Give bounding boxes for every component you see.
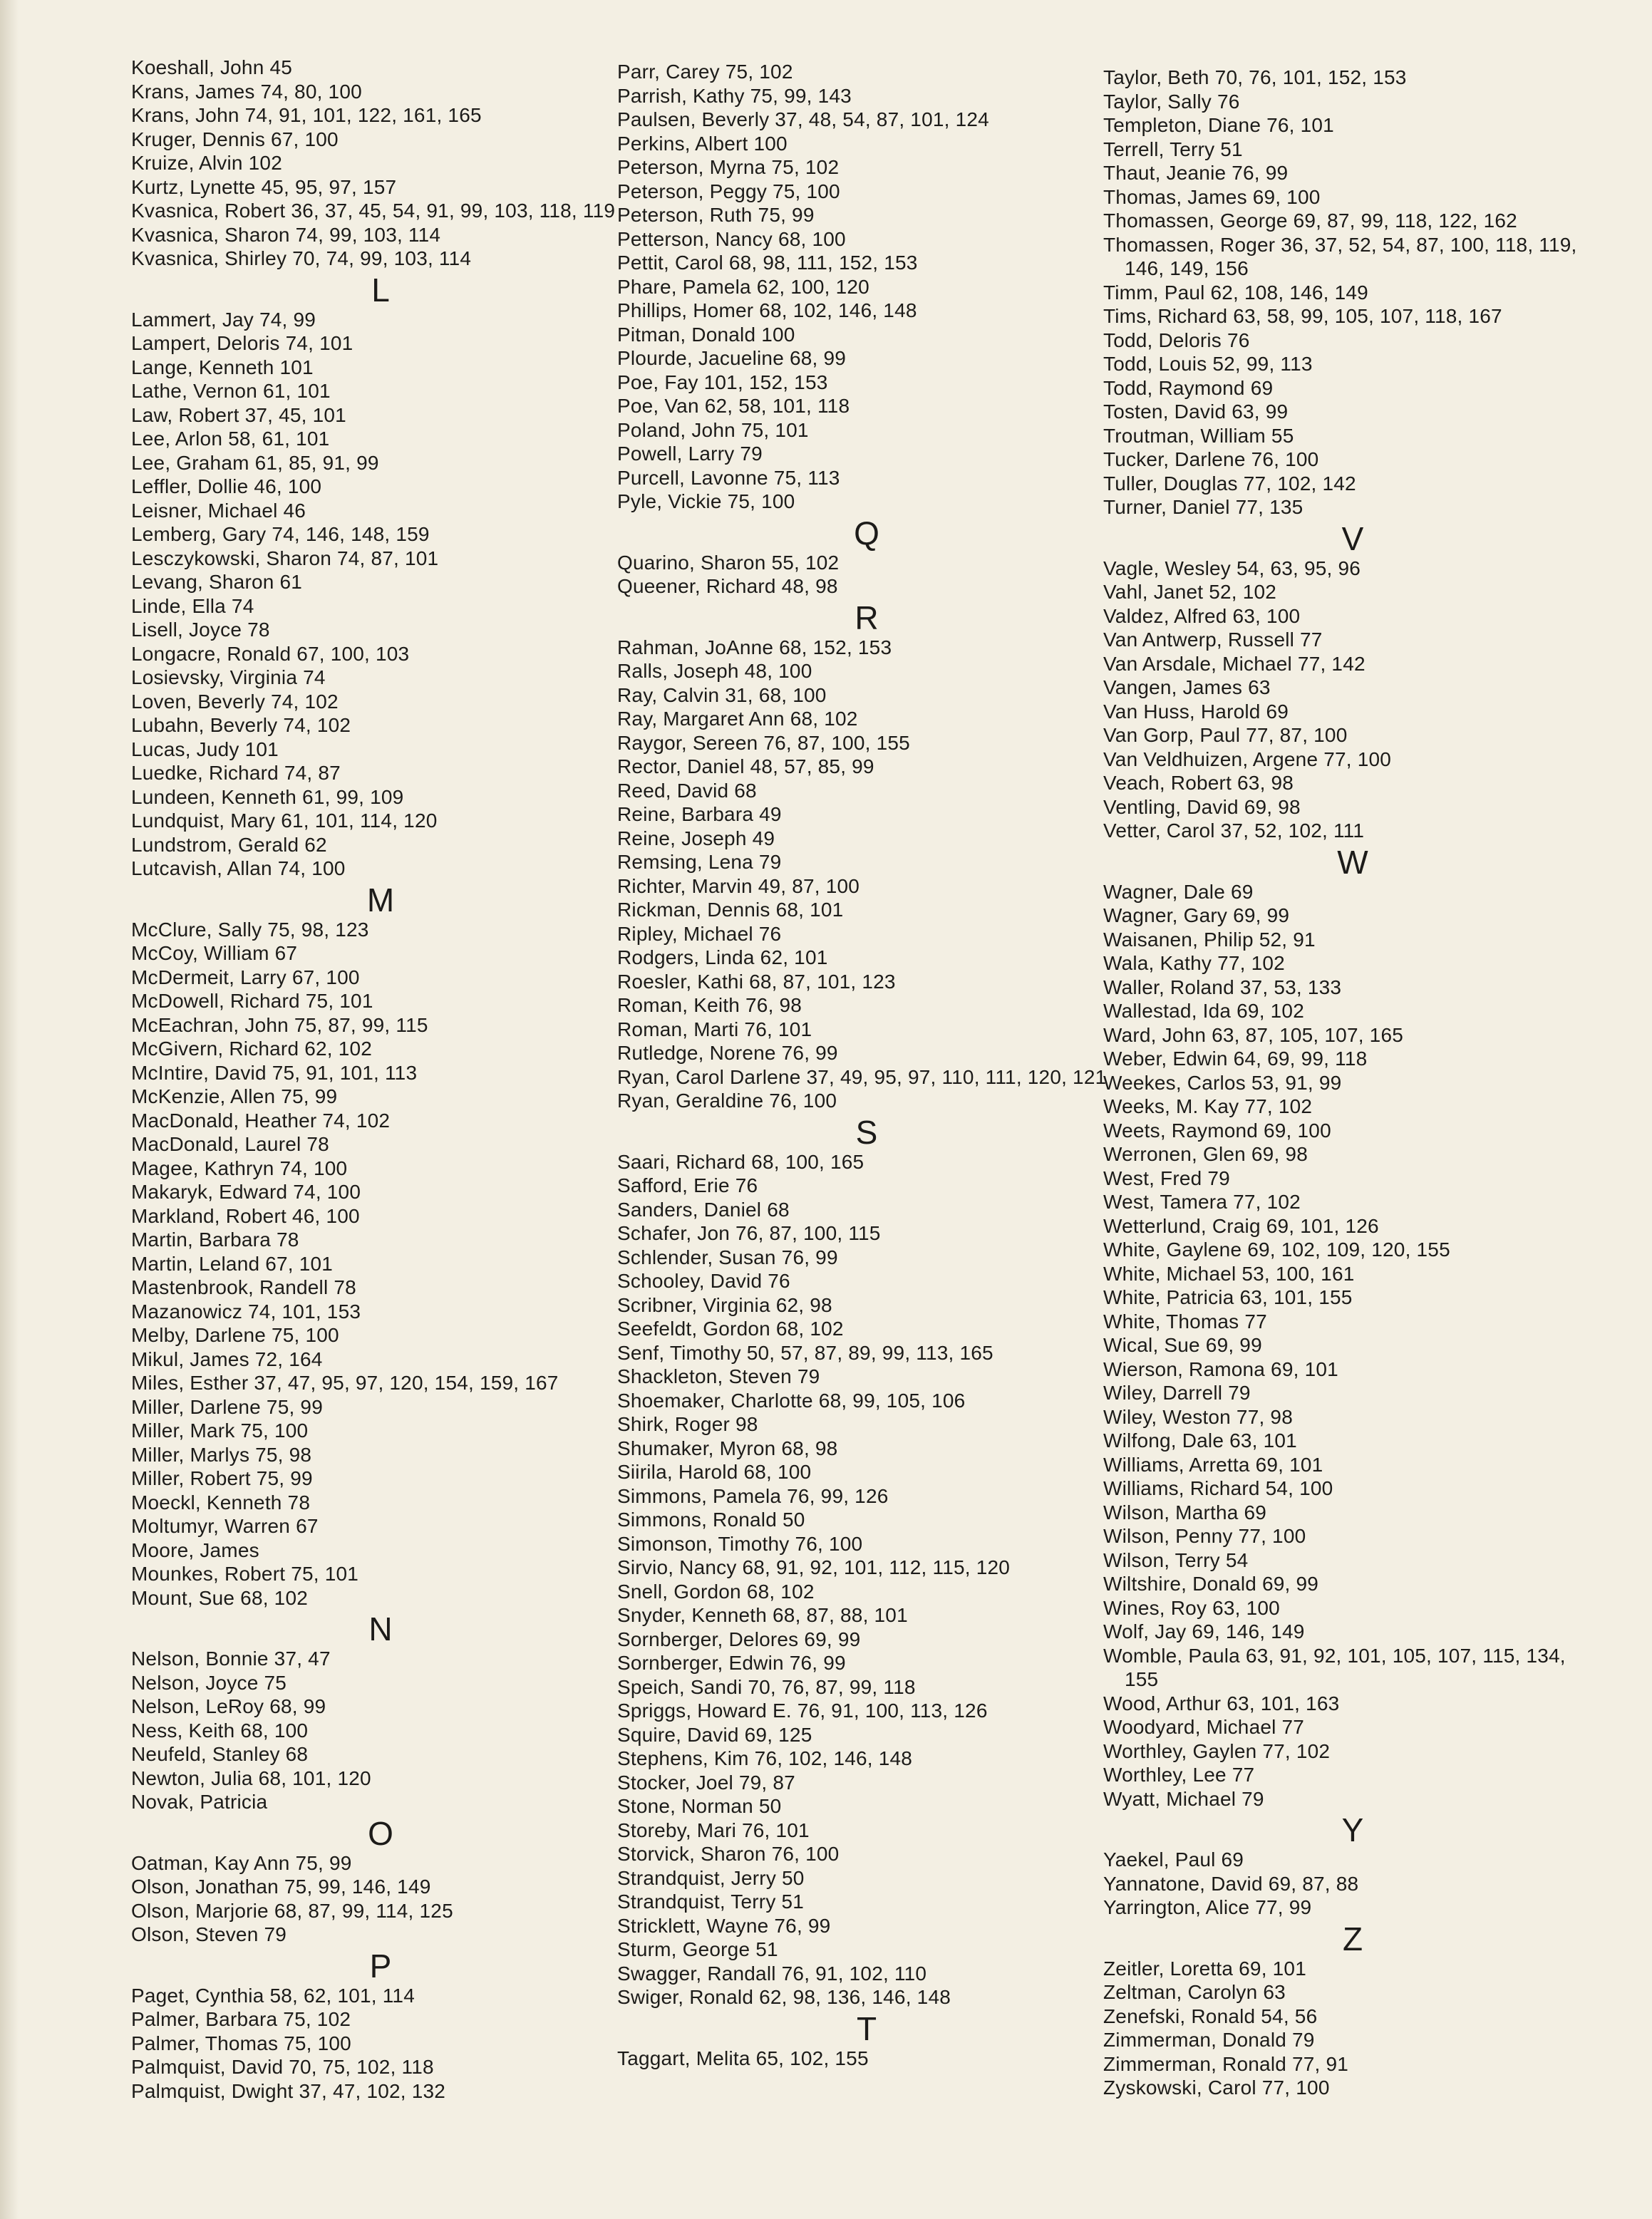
index-entry: Weekes, Carlos 53, 91, 99 [1103, 1071, 1342, 1094]
index-entry: Yaekel, Paul 69 [1103, 1848, 1244, 1871]
index-entry: Van Arsdale, Michael 77, 142 [1103, 652, 1366, 675]
index-entry: Loven, Beverly 74, 102 [131, 690, 339, 713]
index-entry: Thomassen, Roger 36, 37, 52, 54, 87, 100, 118, 119, 146, 149, 156 [1103, 233, 1577, 279]
index-entry: Werronen, Glen 69, 98 [1103, 1143, 1308, 1165]
section-letter-m: M [366, 881, 395, 919]
index-entry: White, Gaylene 69, 102, 109, 120, 155 [1103, 1238, 1450, 1261]
index-entry: Levang, Sharon 61 [131, 571, 303, 593]
index-entry: Lesczykowski, Sharon 74, 87, 101 [131, 547, 439, 569]
index-entry: Squire, David 69, 125 [617, 1723, 812, 1746]
index-entry: Rickman, Dennis 68, 101 [617, 899, 844, 921]
index-entry: Wagner, Dale 69 [1103, 880, 1254, 903]
index-entry: Weeks, M. Kay 77, 102 [1103, 1095, 1313, 1117]
index-entry: Mikul, James 72, 164 [131, 1348, 323, 1370]
index-entry: Peterson, Peggy 75, 100 [617, 180, 840, 202]
index-entry: Sornberger, Delores 69, 99 [617, 1628, 861, 1650]
index-entry: Simmons, Ronald 50 [617, 1509, 805, 1531]
index-entry: Lemberg, Gary 74, 146, 148, 159 [131, 523, 430, 545]
index-entry: Storvick, Sharon 76, 100 [617, 1843, 840, 1865]
index-entry: Miller, Mark 75, 100 [131, 1419, 309, 1442]
index-entry: Wiley, Darrell 79 [1103, 1382, 1251, 1404]
index-entry: White, Michael 53, 100, 161 [1103, 1262, 1355, 1285]
index-entry: Sornberger, Edwin 76, 99 [617, 1652, 846, 1674]
index-entry: Reine, Barbara 49 [617, 803, 782, 825]
index-entry: Williams, Richard 54, 100 [1103, 1477, 1333, 1499]
index-entry: Wolf, Jay 69, 146, 149 [1103, 1620, 1305, 1643]
index-entry: Wilfong, Dale 63, 101 [1103, 1429, 1297, 1452]
index-entry: Powell, Larry 79 [617, 443, 763, 465]
index-entry: Van Huss, Harold 69 [1103, 700, 1289, 723]
index-entry: Ness, Keith 68, 100 [131, 1719, 309, 1742]
index-entry: Veach, Robert 63, 98 [1103, 772, 1294, 794]
index-entry: Peterson, Ruth 75, 99 [617, 204, 815, 226]
index-entry: Krans, John 74, 91, 101, 122, 161, 165 [131, 104, 482, 126]
index-entry: Williams, Arretta 69, 101 [1103, 1453, 1323, 1476]
index-entry: Paget, Cynthia 58, 62, 101, 114 [131, 1984, 415, 2007]
index-entry: Schafer, Jon 76, 87, 100, 115 [617, 1222, 881, 1244]
index-entry: Lundquist, Mary 61, 101, 114, 120 [131, 810, 438, 832]
index-entry: Zenefski, Ronald 54, 56 [1103, 2005, 1318, 2027]
index-entry: Mazanowicz 74, 101, 153 [131, 1300, 361, 1323]
index-entry: Waisanen, Philip 52, 91 [1103, 928, 1316, 951]
index-entry: Shirk, Roger 98 [617, 1413, 758, 1435]
index-entry: Rutledge, Norene 76, 99 [617, 1042, 838, 1064]
index-entry: Sturm, George 51 [617, 1938, 778, 1960]
index-entry: Weets, Raymond 69, 100 [1103, 1119, 1331, 1142]
index-entry: Olson, Marjorie 68, 87, 99, 114, 125 [131, 1899, 453, 1922]
index-entry: Mounkes, Robert 75, 101 [131, 1563, 359, 1585]
page-edge-shadow [0, 0, 19, 2219]
index-entry: Thomas, James 69, 100 [1103, 185, 1321, 208]
index-entry: Lampert, Deloris 74, 101 [131, 332, 353, 354]
index-entry: Kruger, Dennis 67, 100 [131, 128, 339, 150]
index-entry: Wiltshire, Donald 69, 99 [1103, 1573, 1319, 1595]
section-letter-s: S [855, 1113, 878, 1151]
index-entry: McDermeit, Larry 67, 100 [131, 966, 360, 988]
index-entry: Raygor, Sereen 76, 87, 100, 155 [617, 731, 910, 754]
index-column-2 [617, 60, 1116, 2070]
index-entry: Melby, Darlene 75, 100 [131, 1324, 339, 1346]
index-entry: Speich, Sandi 70, 76, 87, 99, 118 [617, 1675, 916, 1698]
index-entry: Wierson, Ramona 69, 101 [1103, 1357, 1338, 1380]
index-entry: Wagner, Gary 69, 99 [1103, 904, 1290, 926]
index-entry: Law, Robert 37, 45, 101 [131, 403, 346, 426]
index-entry: Tims, Richard 63, 58, 99, 105, 107, 118, 167 [1103, 305, 1502, 327]
index-entry: Neufeld, Stanley 68 [131, 1743, 309, 1765]
index-entry: Leisner, Michael 46 [131, 499, 306, 522]
index-entry: Shackleton, Steven 79 [617, 1365, 820, 1387]
index-entry: Van Antwerp, Russell 77 [1103, 629, 1323, 651]
index-entry: Siirila, Harold 68, 100 [617, 1461, 812, 1483]
index-entry: Moltumyr, Warren 67 [131, 1515, 319, 1537]
index-entry: Kvasnica, Shirley 70, 74, 99, 103, 114 [131, 247, 472, 269]
index-entry: Magee, Kathryn 74, 100 [131, 1157, 348, 1179]
index-entry: Miller, Darlene 75, 99 [131, 1395, 323, 1418]
index-entry: Parrish, Kathy 75, 99, 143 [617, 84, 852, 107]
index-entry: Palmquist, David 70, 75, 102, 118 [131, 2056, 434, 2078]
index-entry: Yannatone, David 69, 87, 88 [1103, 1872, 1359, 1895]
index-entry: Reine, Joseph 49 [617, 827, 775, 849]
index-entry: West, Fred 79 [1103, 1167, 1230, 1189]
index-entry: Wala, Kathy 77, 102 [1103, 952, 1285, 974]
index-entry: Wilson, Penny 77, 100 [1103, 1525, 1306, 1547]
index-entry: Roman, Keith 76, 98 [617, 994, 802, 1016]
index-entry: Thomassen, George 69, 87, 99, 118, 122, 162 [1103, 210, 1517, 232]
index-entry: Senf, Timothy 50, 57, 87, 89, 99, 113, 165 [617, 1341, 993, 1364]
index-entry: Phare, Pamela 62, 100, 120 [617, 275, 869, 298]
index-entry: Sirvio, Nancy 68, 91, 92, 101, 112, 115, 120 [617, 1556, 1011, 1578]
section-letter-z: Z [1342, 1920, 1363, 1957]
index-entry: Zeitler, Loretta 69, 101 [1103, 1957, 1306, 1980]
index-entry: Tuller, Douglas 77, 102, 142 [1103, 472, 1356, 495]
index-entry: Swiger, Ronald 62, 98, 136, 146, 148 [617, 1986, 951, 2008]
index-entry: Koeshall, John 45 [131, 56, 293, 78]
index-entry: Linde, Ella 74 [131, 594, 254, 617]
section-letter-y: Y [1341, 1811, 1364, 1848]
index-entry: Ray, Margaret Ann 68, 102 [617, 708, 858, 730]
index-entry: Snyder, Kenneth 68, 87, 88, 101 [617, 1604, 908, 1626]
index-entry: Valdez, Alfred 63, 100 [1103, 604, 1301, 627]
index-entry: Palmer, Thomas 75, 100 [131, 2032, 351, 2054]
index-column-3 [1103, 66, 1602, 2100]
section-letter-w: W [1337, 843, 1368, 881]
index-entry: Ray, Calvin 31, 68, 100 [617, 683, 827, 706]
index-entry: Scribner, Virginia 62, 98 [617, 1293, 832, 1316]
index-entry: McClure, Sally 75, 98, 123 [131, 918, 369, 941]
index-entry: Miller, Robert 75, 99 [131, 1467, 313, 1489]
index-entry: Moeckl, Kenneth 78 [131, 1491, 311, 1514]
index-entry: Lee, Graham 61, 85, 91, 99 [131, 451, 379, 474]
index-entry: McCoy, William 67 [131, 942, 298, 964]
index-entry: Purcell, Lavonne 75, 113 [617, 466, 840, 489]
index-entry: Vagle, Wesley 54, 63, 95, 96 [1103, 557, 1361, 579]
index-entry: Pitman, Donald 100 [617, 323, 795, 346]
index-entry: Zimmerman, Donald 79 [1103, 2029, 1315, 2051]
index-entry: White, Thomas 77 [1103, 1310, 1267, 1333]
index-entry: Rector, Daniel 48, 57, 85, 99 [617, 755, 874, 777]
index-entry: Nelson, Bonnie 37, 47 [131, 1648, 331, 1670]
index-entry: Palmer, Barbara 75, 102 [131, 2008, 351, 2030]
index-entry: Phillips, Homer 68, 102, 146, 148 [617, 299, 917, 321]
index-entry: Poland, John 75, 101 [617, 418, 809, 441]
index-entry: Ventling, David 69, 98 [1103, 795, 1301, 818]
index-entry: Van Veldhuizen, Argene 77, 100 [1103, 748, 1392, 770]
index-entry: Roman, Marti 76, 101 [617, 1018, 812, 1040]
index-entry: Perkins, Albert 100 [617, 132, 788, 155]
index-entry: Zimmerman, Ronald 77, 91 [1103, 2052, 1349, 2075]
index-entry: Stocker, Joel 79, 87 [617, 1771, 795, 1794]
index-entry: Sanders, Daniel 68 [617, 1198, 790, 1221]
index-entry: Leffler, Dollie 46, 100 [131, 475, 322, 497]
index-entry: Vahl, Janet 52, 102 [1103, 581, 1277, 603]
index-entry: Worthley, Lee 77 [1103, 1764, 1255, 1786]
index-entry: Worthley, Gaylen 77, 102 [1103, 1739, 1331, 1762]
index-entry: Lubahn, Beverly 74, 102 [131, 714, 351, 736]
index-entry: Poe, Van 62, 58, 101, 118 [617, 395, 850, 417]
index-entry: Schooley, David 76 [617, 1270, 790, 1292]
index-entry: Vangen, James 63 [1103, 676, 1271, 698]
index-entry: Stone, Norman 50 [617, 1795, 782, 1817]
index-entry: Timm, Paul 62, 108, 146, 149 [1103, 281, 1368, 304]
index-entry: Lathe, Vernon 61, 101 [131, 380, 331, 402]
index-entry: Makaryk, Edward 74, 100 [131, 1181, 361, 1203]
index-entry: Stricklett, Wayne 76, 99 [617, 1914, 831, 1937]
index-entry: Womble, Paula 63, 91, 92, 101, 105, 107, 115, 134, 155 [1103, 1644, 1566, 1690]
index-entry: Strandquist, Jerry 50 [617, 1866, 805, 1889]
index-entry: Wical, Sue 69, 99 [1103, 1334, 1262, 1356]
index-entry: Richter, Marvin 49, 87, 100 [617, 874, 860, 897]
index-entry: Storeby, Mari 76, 101 [617, 1819, 810, 1841]
index-entry: Thaut, Jeanie 76, 99 [1103, 162, 1289, 184]
index-entry: McIntire, David 75, 91, 101, 113 [131, 1061, 418, 1084]
index-entry: Lee, Arlon 58, 61, 101 [131, 428, 330, 450]
index-entry: Kruize, Alvin 102 [131, 152, 282, 174]
index-entry: Shumaker, Myron 68, 98 [617, 1437, 838, 1459]
index-entry: Seefeldt, Gordon 68, 102 [617, 1318, 844, 1340]
index-entry: Waller, Roland 37, 53, 133 [1103, 976, 1342, 998]
index-entry: Zeltman, Carolyn 63 [1103, 1981, 1286, 2003]
index-entry: Taylor, Beth 70, 76, 101, 152, 153 [1103, 66, 1407, 88]
index-entry: Snell, Gordon 68, 102 [617, 1580, 815, 1603]
section-letter-o: O [368, 1814, 393, 1852]
index-entry: Luedke, Richard 74, 87 [131, 762, 341, 784]
section-letter-q: Q [854, 514, 879, 552]
index-entry: Todd, Raymond 69 [1103, 376, 1274, 399]
index-entry: Krans, James 74, 80, 100 [131, 80, 362, 103]
index-entry: Ralls, Joseph 48, 100 [617, 660, 812, 682]
index-entry: Oatman, Kay Ann 75, 99 [131, 1851, 352, 1874]
index-entry: Simmons, Pamela 76, 99, 126 [617, 1484, 889, 1507]
index-entry: Martin, Barbara 78 [131, 1229, 299, 1251]
index-entry: Wyatt, Michael 79 [1103, 1787, 1264, 1810]
index-entry: Wilson, Terry 54 [1103, 1548, 1249, 1571]
index-entry: Pettit, Carol 68, 98, 111, 152, 153 [617, 252, 918, 274]
index-entry: Reed, David 68 [617, 779, 757, 802]
index-entry: Lutcavish, Allan 74, 100 [131, 857, 346, 879]
index-entry: Swagger, Randall 76, 91, 102, 110 [617, 1962, 927, 1985]
index-entry: Novak, Patricia [131, 1791, 268, 1813]
index-entry: Lundeen, Kenneth 61, 99, 109 [131, 785, 404, 808]
index-entry: Shoemaker, Charlotte 68, 99, 105, 106 [617, 1389, 966, 1412]
section-letter-p: P [369, 1947, 392, 1985]
index-entry: Nelson, LeRoy 68, 99 [131, 1695, 326, 1717]
index-entry: Lisell, Joyce 78 [131, 619, 270, 641]
index-entry: Martin, Leland 67, 101 [131, 1252, 334, 1275]
index-entry: Ripley, Michael 76 [617, 922, 782, 945]
index-entry: Simonson, Timothy 76, 100 [617, 1532, 863, 1555]
index-entry: Wetterlund, Craig 69, 101, 126 [1103, 1214, 1379, 1237]
index-entry: Todd, Deloris 76 [1103, 329, 1250, 351]
index-column-1 [131, 56, 630, 2103]
index-entry: Palmquist, Dwight 37, 47, 102, 132 [131, 2079, 446, 2102]
index-entry: West, Tamera 77, 102 [1103, 1191, 1301, 1213]
index-entry: Losievsky, Virginia 74 [131, 666, 326, 688]
index-entry: McDowell, Richard 75, 101 [131, 990, 373, 1012]
index-entry: Safford, Erie 76 [617, 1174, 758, 1196]
index-entry: Markland, Robert 46, 100 [131, 1204, 360, 1227]
index-entry: Lange, Kenneth 101 [131, 356, 314, 378]
index-entry: Van Gorp, Paul 77, 87, 100 [1103, 724, 1348, 746]
index-entry: Miller, Marlys 75, 98 [131, 1443, 312, 1466]
index-entry: Lammert, Jay 74, 99 [131, 308, 316, 331]
index-entry: Schlender, Susan 76, 99 [617, 1246, 838, 1268]
index-entry: Quarino, Sharon 55, 102 [617, 551, 840, 574]
index-entry: Troutman, William 55 [1103, 424, 1294, 447]
index-entry: Kvasnica, Sharon 74, 99, 103, 114 [131, 223, 441, 246]
index-entry: Tosten, David 63, 99 [1103, 400, 1289, 423]
index-entry: Miles, Esther 37, 47, 95, 97, 120, 154, 159, 167 [131, 1372, 559, 1394]
index-entry: Kurtz, Lynette 45, 95, 97, 157 [131, 175, 397, 198]
index-entry: Ryan, Geraldine 76, 100 [617, 1090, 837, 1112]
index-entry: MacDonald, Laurel 78 [131, 1133, 329, 1155]
index-entry: Moore, James [131, 1538, 259, 1561]
index-entry: Kvasnica, Robert 36, 37, 45, 54, 91, 99, 103, 118, 119 [131, 200, 616, 222]
index-entry: Pyle, Vickie 75, 100 [617, 490, 795, 512]
index-entry: Olson, Jonathan 75, 99, 146, 149 [131, 1876, 431, 1898]
index-entry: Rahman, JoAnne 68, 152, 153 [617, 636, 892, 658]
index-entry: Wiley, Weston 77, 98 [1103, 1405, 1293, 1428]
index-entry: Plourde, Jacueline 68, 99 [617, 347, 846, 369]
index-entry: Nelson, Joyce 75 [131, 1671, 286, 1694]
index-entry: Taylor, Sally 76 [1103, 90, 1240, 113]
index-entry: Saari, Richard 68, 100, 165 [617, 1150, 864, 1173]
index-entry: McEachran, John 75, 87, 99, 115 [131, 1013, 428, 1036]
index-entry: Newton, Julia 68, 101, 120 [131, 1767, 371, 1789]
index-entry: Queener, Richard 48, 98 [617, 575, 838, 597]
index-entry: Ward, John 63, 87, 105, 107, 165 [1103, 1023, 1403, 1046]
section-letter-t: T [856, 2009, 877, 2047]
index-entry: Strandquist, Terry 51 [617, 1890, 805, 1913]
index-entry: Lucas, Judy 101 [131, 738, 279, 760]
index-entry: Weber, Edwin 64, 69, 99, 118 [1103, 1048, 1368, 1070]
index-entry: Peterson, Myrna 75, 102 [617, 156, 840, 178]
index-entry: Vetter, Carol 37, 52, 102, 111 [1103, 819, 1365, 842]
index-entry: Mastenbrook, Randell 78 [131, 1276, 356, 1298]
index-entry: Wines, Roy 63, 100 [1103, 1596, 1280, 1619]
index-entry: Wilson, Martha 69 [1103, 1501, 1267, 1524]
section-letter-n: N [368, 1610, 393, 1648]
index-entry: Terrell, Terry 51 [1103, 138, 1243, 160]
index-entry: Stephens, Kim 76, 102, 146, 148 [617, 1747, 913, 1769]
index-entry: Wood, Arthur 63, 101, 163 [1103, 1692, 1340, 1714]
section-letter-l: L [371, 271, 390, 309]
index-entry: Ryan, Carol Darlene 37, 49, 95, 97, 110, 111, 120, 121 [617, 1065, 1107, 1088]
index-entry: Poe, Fay 101, 152, 153 [617, 371, 828, 393]
index-entry: Woodyard, Michael 77 [1103, 1716, 1305, 1738]
index-entry: MacDonald, Heather 74, 102 [131, 1109, 391, 1132]
index-entry: Parr, Carey 75, 102 [617, 61, 793, 83]
index-entry: Mount, Sue 68, 102 [131, 1586, 308, 1609]
index-entry: Longacre, Ronald 67, 100, 103 [131, 642, 410, 665]
index-entry: Wallestad, Ida 69, 102 [1103, 1000, 1304, 1022]
section-letter-v: V [1341, 519, 1364, 557]
index-entry: Yarrington, Alice 77, 99 [1103, 1896, 1312, 1918]
index-entry: Paulsen, Beverly 37, 48, 54, 87, 101, 124 [617, 108, 989, 130]
index-entry: Rodgers, Linda 62, 101 [617, 946, 828, 968]
index-entry: Remsing, Lena 79 [617, 851, 782, 873]
index-entry: Todd, Louis 52, 99, 113 [1103, 353, 1313, 375]
index-entry: Lundstrom, Gerald 62 [131, 833, 327, 856]
index-entry: McGivern, Richard 62, 102 [131, 1038, 373, 1060]
index-entry: Petterson, Nancy 68, 100 [617, 227, 846, 250]
index-entry: Roesler, Kathi 68, 87, 101, 123 [617, 970, 896, 993]
index-entry: Zyskowski, Carol 77, 100 [1103, 2076, 1330, 2099]
index-entry: Turner, Daniel 77, 135 [1103, 496, 1303, 518]
index-entry: Taggart, Melita 65, 102, 155 [617, 2047, 869, 2069]
index-entry: Tucker, Darlene 76, 100 [1103, 448, 1319, 470]
index-entry: McKenzie, Allen 75, 99 [131, 1085, 338, 1107]
index-entry: Spriggs, Howard E. 76, 91, 100, 113, 126 [617, 1700, 988, 1722]
index-entry: Templeton, Diane 76, 101 [1103, 114, 1334, 136]
section-letter-r: R [855, 599, 879, 636]
index-entry: Olson, Steven 79 [131, 1923, 286, 1945]
index-entry: White, Patricia 63, 101, 155 [1103, 1286, 1353, 1308]
